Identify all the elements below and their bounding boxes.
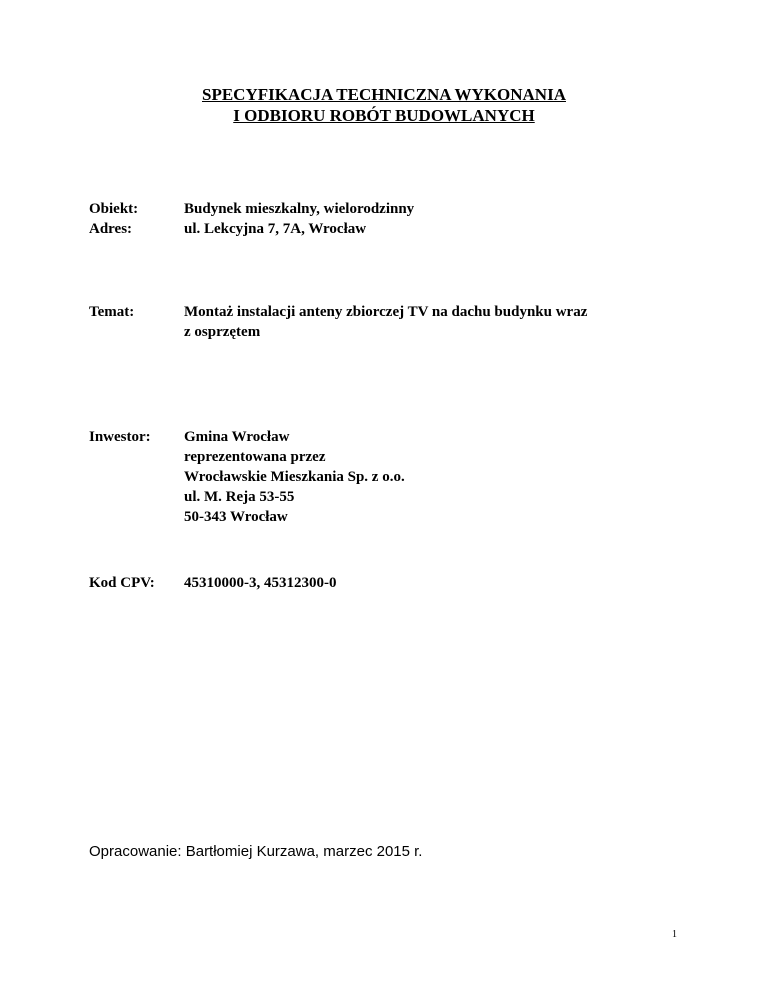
title-line-2: I ODBIORU ROBÓT BUDOWLANYCH (233, 106, 535, 125)
author-line: Opracowanie: Bartłomiej Kurzawa, marzec 2015 r. (89, 843, 423, 860)
inwestor-line: Gmina Wrocław (184, 429, 290, 445)
temat-line-2: z osprzętem (184, 324, 261, 340)
temat-line-1: Montaż instalacji anteny zbiorczej TV na dachu budynku wraz (184, 304, 588, 320)
obiekt-value-text: Budynek mieszkalny, wielorodzinny (184, 201, 415, 217)
page-number: 1 (672, 929, 677, 940)
inwestor-line: reprezentowana przez (184, 449, 326, 465)
adres-value-text: ul. Lekcyjna 7, 7A, Wrocław (184, 221, 367, 237)
inwestor-label: Inwestor: (89, 429, 151, 445)
inwestor-line: Wrocławskie Mieszkania Sp. z o.o. (184, 469, 405, 485)
title-line-1: SPECYFIKACJA TECHNICZNA WYKONANIA (202, 85, 566, 104)
obiekt-value (184, 199, 684, 219)
document-title (0, 84, 768, 126)
obiekt-label: Obiekt: (89, 201, 139, 217)
adres-label: Adres: (89, 221, 133, 237)
inwestor-line: ul. M. Reja 53-55 (184, 489, 295, 505)
kod-cpv-value (184, 573, 684, 593)
adres-value (184, 219, 684, 239)
kod-cpv-label: Kod CPV: (89, 575, 155, 591)
temat-label: Temat: (89, 304, 135, 320)
inwestor-value (184, 427, 684, 527)
temat-value (184, 302, 684, 342)
kod-cpv-value-text: 45310000-3, 45312300-0 (184, 575, 337, 591)
inwestor-line: 50-343 Wrocław (184, 509, 288, 525)
